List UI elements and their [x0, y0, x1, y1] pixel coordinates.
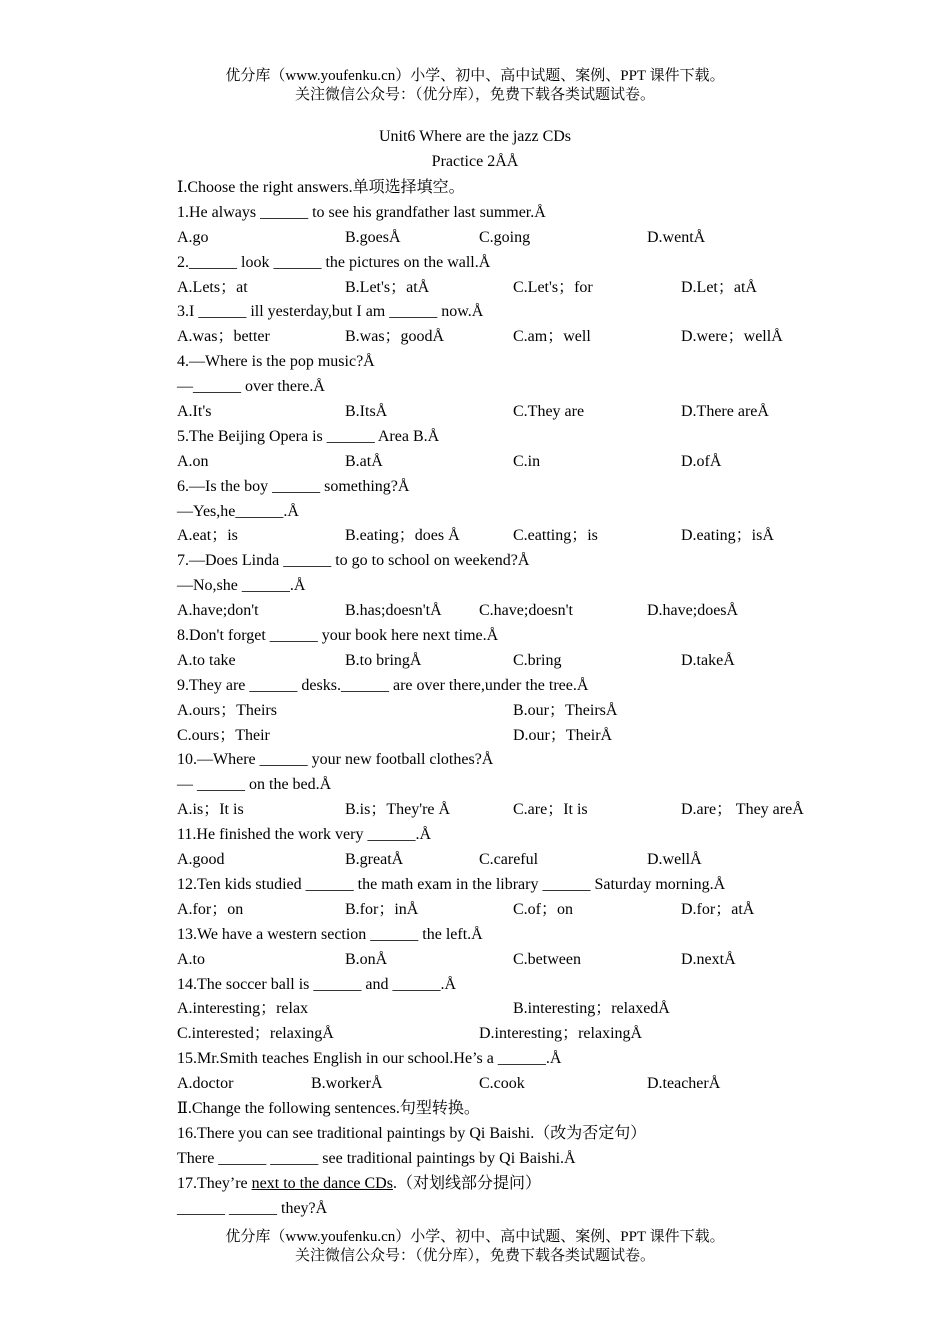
option-a: A.go — [177, 228, 209, 246]
option-d: D.for；atÅ — [681, 900, 755, 918]
answer-options — [177, 524, 877, 549]
answer-blank-line: There ______ ______ see traditional paintings by Qi Baishi.Å — [177, 1149, 576, 1167]
option-d: D.takeÅ — [681, 651, 735, 669]
question-stem: 13.We have a western section ______ the left.Å — [177, 925, 483, 943]
answer-options — [177, 997, 877, 1022]
option-a: A.to take — [177, 651, 236, 669]
option-a: A.have;don't — [177, 602, 259, 620]
option-c: C.careful — [479, 851, 539, 869]
option-b: B.for；inÅ — [345, 900, 419, 918]
option-c: C.They are — [513, 403, 585, 421]
option-a: A.doctor — [177, 1075, 234, 1093]
option-d: D.nextÅ — [681, 950, 736, 968]
question-stem-reply: —No,she ______.Å — [177, 577, 306, 595]
option-c: C.of；on — [513, 900, 574, 918]
option-c: C.going — [479, 228, 531, 246]
option-b: B.atÅ — [345, 452, 383, 470]
question-stem: 16.There you can see traditional paintings by Qi Baishi.（改为否定句） — [177, 1124, 647, 1142]
option-a: A.to — [177, 950, 205, 968]
answer-options — [177, 649, 877, 674]
option-d: D.were；wellÅ — [681, 328, 783, 346]
answer-options — [177, 724, 877, 749]
option-b: B.workerÅ — [311, 1075, 383, 1093]
question-stem: 3.I ______ ill yesterday,but I am ______ now.Å — [177, 303, 484, 321]
option-a: A.interesting；relax — [177, 1000, 309, 1018]
option-b: B.goesÅ — [345, 228, 401, 246]
answer-options — [177, 699, 877, 724]
question-stem — [177, 1172, 877, 1197]
option-b: B.interesting；relaxedÅ — [513, 1000, 670, 1018]
answer-options — [177, 400, 877, 425]
option-d: D.interesting；relaxingÅ — [479, 1025, 643, 1043]
option-b: B.has;doesn'tÅ — [345, 602, 442, 620]
question-stem: 6.—Is the boy ______ something?Å — [177, 477, 410, 495]
option-a: A.Lets；at — [177, 278, 248, 296]
option-c: C.cook — [479, 1075, 525, 1093]
answer-options — [177, 599, 877, 624]
stem-suffix: .（对划线部分提问） — [392, 1174, 541, 1192]
answer-options — [177, 325, 877, 350]
footer-line-2: 关注微信公众号：（优分库），免费下载各类试题试卷。 — [294, 1248, 655, 1264]
answer-options — [177, 798, 877, 823]
option-b: B.onÅ — [345, 950, 388, 968]
option-c: C.ours；Their — [177, 726, 270, 744]
question-stem: 9.They are ______ desks.______ are over there,under the tree.Å — [177, 676, 589, 694]
option-d: D.are； They areÅ — [681, 801, 804, 819]
option-c: C.eatting；is — [513, 527, 598, 545]
option-b: B.was；goodÅ — [345, 328, 445, 346]
question-stem-reply: —______ over there.Å — [177, 378, 325, 396]
option-c: C.Let's；for — [513, 278, 593, 296]
answer-options — [177, 948, 877, 973]
header-line-1: 优分库（www.youfenku.cn）小学、初中、高中试题、案例、PPT 课件下载。 — [225, 68, 725, 84]
option-a: A.eat；is — [177, 527, 238, 545]
option-b: B.is；They're Å — [345, 801, 451, 819]
option-b: B.to bringÅ — [345, 651, 422, 669]
question-stem-reply: — ______ on the bed.Å — [177, 776, 332, 794]
answer-options — [177, 276, 877, 301]
option-b: B.greatÅ — [345, 851, 404, 869]
question-stem: 10.—Where ______ your new football clothes?Å — [177, 751, 494, 769]
option-d: D.teacherÅ — [647, 1075, 721, 1093]
question-stem: 12.Ten kids studied ______ the math exam in the library ______ Saturday morning.Å — [177, 875, 726, 893]
option-c: C.interested；relaxingÅ — [177, 1025, 334, 1043]
option-d: D.eating；isÅ — [681, 527, 774, 545]
question-stem: 1.He always ______ to see his grandfather last summer.Å — [177, 203, 546, 221]
question-stem: 5.The Beijing Opera is ______ Area B.Å — [177, 427, 440, 445]
option-d: D.have;doesÅ — [647, 602, 739, 620]
question-stem: 4.—Where is the pop music?Å — [177, 353, 375, 371]
option-d: D.wentÅ — [647, 228, 706, 246]
option-a: A.It's — [177, 403, 212, 421]
page-title: Unit6 Where are the jazz CDs — [378, 128, 572, 145]
question-stem: 11.He finished the work very ______.Å — [177, 826, 432, 844]
question-stem: 14.The soccer ball is ______ and ______.Å — [177, 975, 457, 993]
underlined-phrase: next to the dance CDs — [251, 1174, 393, 1192]
option-a: A.for；on — [177, 900, 244, 918]
option-a: A.on — [177, 452, 209, 470]
question-stem: 2.______ look ______ the pictures on the wall.Å — [177, 253, 491, 271]
option-c: C.in — [513, 452, 541, 470]
option-d: D.Let；atÅ — [681, 278, 757, 296]
option-d: D.ofÅ — [681, 452, 722, 470]
option-c: C.between — [513, 950, 581, 968]
option-a: A.is；It is — [177, 801, 244, 819]
option-d: D.wellÅ — [647, 851, 702, 869]
question-stem: 15.Mr.Smith teaches English in our school.He’s a ______.Å — [177, 1050, 562, 1068]
page-subtitle: Practice 2ÅÅ — [431, 153, 519, 170]
option-c: C.bring — [513, 651, 562, 669]
answer-options — [177, 226, 877, 251]
answer-options — [177, 1022, 877, 1047]
header-line-2: 关注微信公众号：（优分库），免费下载各类试题试卷。 — [294, 87, 655, 103]
answer-options — [177, 898, 877, 923]
answer-options — [177, 1072, 877, 1097]
section-heading-2: Ⅱ.Change the following sentences.句型转换。 — [177, 1099, 480, 1117]
option-a: A.was；better — [177, 328, 270, 346]
answer-blank-line: ______ ______ they?Å — [177, 1199, 328, 1217]
question-stem-reply: —Yes,he______.Å — [177, 502, 299, 520]
option-c: C.am；well — [513, 328, 591, 346]
option-a: A.ours；Theirs — [177, 701, 277, 719]
answer-options — [177, 848, 877, 873]
stem-prefix: 17.They’re — [177, 1174, 252, 1192]
option-c: C.have;doesn't — [479, 602, 573, 620]
option-b: B.eating；does Å — [345, 527, 460, 545]
option-c: C.are；It is — [513, 801, 588, 819]
section-heading-1: Ⅰ.Choose the right answers.单项选择填空。 — [177, 179, 465, 196]
answer-options — [177, 450, 877, 475]
question-stem: 7.—Does Linda ______ to go to school on weekend?Å — [177, 552, 530, 570]
option-b: B.Let's；atÅ — [345, 278, 430, 296]
footer-line-1: 优分库（www.youfenku.cn）小学、初中、高中试题、案例、PPT 课件下载。 — [225, 1229, 725, 1245]
option-b: B.our；TheirsÅ — [513, 701, 618, 719]
exercise-content — [177, 176, 877, 1221]
option-d: D.There areÅ — [681, 403, 769, 421]
option-b: B.ItsÅ — [345, 403, 388, 421]
option-d: D.our；TheirÅ — [513, 726, 613, 744]
option-a: A.good — [177, 851, 225, 869]
question-stem: 8.Don't forget ______ your book here next time.Å — [177, 627, 499, 645]
